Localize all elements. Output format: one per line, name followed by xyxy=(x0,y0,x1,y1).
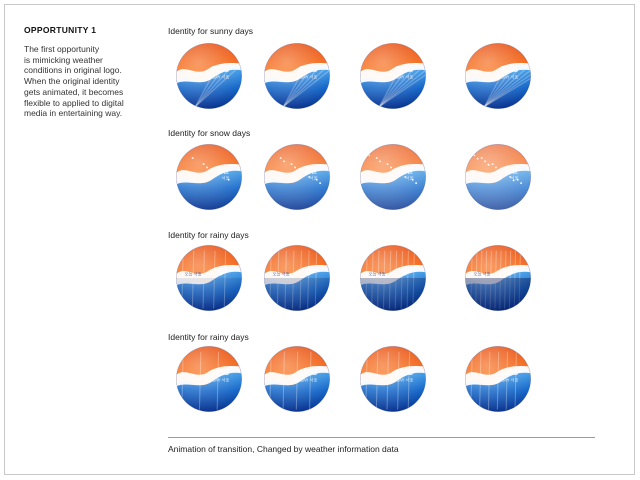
orb-location-label: 서울 xyxy=(309,175,318,181)
weather-logo-snow xyxy=(359,143,427,211)
row-label-snow: Identity for snow days xyxy=(168,128,251,138)
weather-logo-sunny xyxy=(359,42,427,110)
orb-temperature: 내일 xyxy=(397,165,414,175)
description-line: conditions in original logo. xyxy=(24,65,122,76)
description-line: gets animated, it becomes xyxy=(24,86,124,97)
weather-logo-sunny xyxy=(263,42,331,110)
weather-logo-snow xyxy=(263,143,331,211)
orb-location-label: 오늘 서울 xyxy=(184,271,202,277)
weather-logo-rain xyxy=(464,244,532,312)
orb-temperature: 18°C xyxy=(299,367,318,377)
orb-location-label: TODAY 서울 xyxy=(294,377,318,383)
orb-temperature: 18°C xyxy=(500,367,519,377)
weather-logo-sunny xyxy=(175,42,243,110)
orb-temperature: 18°C xyxy=(211,367,230,377)
row-label-rainy: Identity for rainy days xyxy=(168,230,249,240)
weather-logo-drizzle xyxy=(359,345,427,413)
orb-temperature: 22°C xyxy=(500,64,519,74)
orb-location-label: TODAY 서울 xyxy=(390,74,414,80)
weather-logo-rain xyxy=(175,244,243,312)
orb-location-label: TODAY 서울 xyxy=(495,74,519,80)
orb-location-label: TODAY 서울 xyxy=(206,74,230,80)
orb-location-label: TODAY 서울 xyxy=(495,377,519,383)
orb-temperature: 22°C xyxy=(395,64,414,74)
description-line: flexible to applied to digital xyxy=(24,97,124,108)
weather-logo-sunny xyxy=(464,42,532,110)
weather-logo-drizzle xyxy=(175,345,243,413)
orb-temperature: 내일 xyxy=(301,165,318,175)
row-label-sunny: Identity for sunny days xyxy=(168,26,254,36)
weather-logo-rain xyxy=(359,244,427,312)
orb-temperature: 9° xyxy=(217,266,229,279)
weather-logo-drizzle xyxy=(464,345,532,413)
orb-location-label: 오늘 서울 xyxy=(368,271,386,277)
orb-location-label: 오늘 서울 xyxy=(473,271,491,277)
caption-divider xyxy=(168,437,595,438)
weather-logo-snow xyxy=(464,143,532,211)
opportunity-description xyxy=(24,44,164,119)
orb-location-label: 서울 xyxy=(510,175,519,181)
orb-temperature: 22°C xyxy=(211,64,230,74)
description-line: is mimicking weather xyxy=(24,54,103,65)
orb-temperature: 내일 xyxy=(213,165,230,175)
orb-location-label: TODAY 서울 xyxy=(206,377,230,383)
orb-temperature: 9° xyxy=(506,266,518,279)
weather-logo-drizzle xyxy=(263,345,331,413)
orb-temperature: 9° xyxy=(305,266,317,279)
orb-temperature: 내일 xyxy=(502,165,519,175)
orb-temperature: 9° xyxy=(401,266,413,279)
row-label-drizzle: Identity for rainy days xyxy=(168,332,249,342)
description-line: media in entertaining way. xyxy=(24,108,123,119)
orb-location-label: TODAY 서울 xyxy=(294,74,318,80)
orb-temperature: 22°C xyxy=(299,64,318,74)
orb-location-label: 서울 xyxy=(221,175,230,181)
orb-location-label: TODAY 서울 xyxy=(390,377,414,383)
weather-logo-snow xyxy=(175,143,243,211)
opportunity-title: OPPORTUNITY 1 xyxy=(24,25,97,35)
description-line: When the original identity xyxy=(24,76,120,87)
orb-location-label: 서울 xyxy=(405,175,414,181)
weather-logo-rain xyxy=(263,244,331,312)
orb-location-label: 오늘 서울 xyxy=(272,271,290,277)
orb-temperature: 18°C xyxy=(395,367,414,377)
caption: Animation of transition, Changed by weather information data xyxy=(168,444,399,454)
description-line: The first opportunity xyxy=(24,44,100,54)
